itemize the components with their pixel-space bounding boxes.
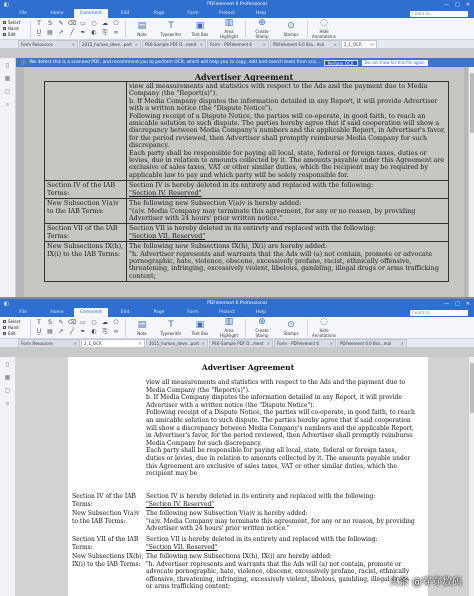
- watermark: 头条 @穿穿数码: [388, 577, 462, 588]
- row-value: Section IV is hereby deleted in its entirety and replaced with the following: "Section IV. Reserved": [146, 493, 376, 508]
- menu-form[interactable]: Form: [187, 310, 199, 315]
- hand-mode[interactable]: Hand: [3, 26, 27, 31]
- oval-icon[interactable]: ○: [91, 319, 97, 326]
- scanned-page: [24, 67, 464, 297]
- row-value: Section VII is hereby deleted in its entirety and replaced with the following: "Section VII. Reserved": [127, 224, 449, 242]
- document-title: Advertiser Agreement: [194, 72, 294, 82]
- do-not-show-button[interactable]: Do not show for this file again: [362, 60, 428, 66]
- left-sidebar: [0, 58, 16, 297]
- app-logo-icon: ◧: [4, 1, 9, 8]
- note-button[interactable]: ▤ Note: [137, 20, 147, 37]
- tab-form-pdfelement[interactable]: Form - PDFelement 6 ✕: [207, 40, 269, 48]
- paragraph: Following receipt of a Dispute Notice, the parties will co-operate, in good faith, to reach an amicable solution to such dispute. The parties hereby agree that if said cooperation will show a discrepancy between Media Company's numbers and the applicable Report, in Advertiser's favor, for the period reviewed, then Advertiser shall promptly reimburse Media Company for such discrepancy.: [129, 111, 446, 150]
- menu-file[interactable]: File: [19, 11, 27, 16]
- stamps-button[interactable]: ⊙ Stamps: [283, 319, 299, 336]
- close-tab-icon[interactable]: ✕: [333, 42, 337, 47]
- close-tab-icon[interactable]: ✕: [71, 42, 75, 47]
- agreement-table: [44, 81, 449, 282]
- row-label: New Subsections IX(h), IX(i) to the IAB Terms:: [72, 553, 144, 568]
- cloud-icon[interactable]: ☁: [102, 319, 108, 326]
- divider: [125, 20, 126, 38]
- create-stamp-button[interactable]: ⊕ Create Stamp: [255, 317, 269, 338]
- tab-ocr[interactable]: 2_1_OCR ✕: [81, 339, 145, 347]
- area-highlight-icon: ▥: [224, 317, 234, 327]
- menu-help[interactable]: Help: [255, 11, 267, 16]
- menu-page[interactable]: Page: [153, 11, 165, 16]
- document-tabs: [0, 339, 474, 348]
- divider: [30, 20, 31, 38]
- eraser-icon[interactable]: ⌫: [67, 20, 77, 27]
- row-label: Section IV of the IAB Terms:: [72, 493, 136, 508]
- bookmark-icon[interactable]: ▯: [5, 62, 10, 69]
- polygon-icon[interactable]: ⬠: [113, 20, 119, 27]
- table-cell: [45, 82, 127, 181]
- hand-mode[interactable]: Hand: [3, 325, 27, 330]
- rectangle-icon[interactable]: ▭: [80, 319, 86, 326]
- tab-sample-pdf[interactable]: PE6-Sample PDF D...ment ✕: [142, 40, 206, 48]
- paragraph: Each party shall be responsible for paying all local, state, federal or foreign taxes, duties or levies, due in relation to amounts collected by it. The amounts payable under this Agreement are exclusive of sales taxes, VAT or other similar duties, which the recipient may be required by applicable law to pay and which party will be solely responsible for.: [129, 148, 445, 179]
- typewriter-button[interactable]: T Typewriter: [160, 20, 182, 37]
- maximize-icon[interactable]: □: [455, 1, 460, 8]
- area-highlight-icon: ▥: [224, 18, 234, 28]
- divider: [307, 20, 308, 38]
- text-tool-icon[interactable]: T: [37, 20, 41, 27]
- area-highlight-button[interactable]: ▥ Area Highlight: [219, 317, 239, 338]
- tab-human-dev-report[interactable]: 2015_human_deve...port ✕: [79, 40, 141, 48]
- close-tab-icon[interactable]: ✕: [201, 341, 205, 346]
- divider: [125, 319, 126, 337]
- maximize-icon[interactable]: □: [455, 300, 460, 307]
- row-value: The following new Subsections IX(h), IX(i) are hereby added: "h. Advertiser represents and warrants that the Ads will (a) not contain, promote or advocate pornographic, hate, violence, obscene, excessively profane, racist, ethnically offensive, threatening, infringing, excessively violent, libelous, gambling, illegal drugs or arms trafficking content;: [146, 553, 410, 591]
- menu-home[interactable]: Home: [50, 310, 64, 315]
- textbox-icon: ▣: [195, 20, 205, 31]
- divider: [30, 319, 31, 337]
- row-label: New Subsection V(a)v to the IAB Terms:: [72, 510, 140, 525]
- search-icon[interactable]: ⌕: [5, 400, 10, 407]
- pencil-icon[interactable]: ✎: [58, 319, 64, 326]
- intro-cell: [127, 82, 449, 181]
- highlight-icon[interactable]: ▤: [47, 29, 53, 36]
- bottom-window: [0, 299, 474, 596]
- bookmark-icon[interactable]: ▯: [5, 361, 10, 368]
- paragraph: b. If Media Company disputes the information detailed in any Report, it will provide Advertiser with a written notice (the "Dispute Notice").: [146, 394, 402, 409]
- color-icon[interactable]: ◐: [91, 328, 97, 335]
- link-icon[interactable]: ∞: [113, 328, 119, 335]
- table-row: [45, 181, 449, 199]
- close-tab-icon[interactable]: ✕: [266, 341, 270, 346]
- close-tab-icon[interactable]: ✕: [400, 341, 404, 346]
- scrollbar[interactable]: [468, 357, 474, 596]
- comment-icon[interactable]: ▢: [4, 88, 11, 95]
- select-mode[interactable]: Select: [3, 319, 27, 324]
- search-input[interactable]: I want to...: [410, 310, 468, 316]
- pencil-icon[interactable]: ✎: [58, 20, 64, 27]
- attach-icon[interactable]: ⎘: [102, 328, 108, 335]
- row-value: Section IV is hereby deleted in its entirety and replaced with the following: "Section IV. Reserved": [127, 181, 449, 199]
- document-canvas: [16, 357, 474, 596]
- table-row: [45, 199, 449, 224]
- row-label: New Subsections IX(h), IX(i) to the IAB Terms:: [45, 242, 127, 282]
- stamps-icon: ⊙: [287, 319, 295, 330]
- attach-icon[interactable]: ⎘: [102, 29, 108, 36]
- title-bar: [0, 299, 474, 308]
- cursor-icon: [3, 21, 6, 24]
- comment-toolbar: [0, 18, 474, 40]
- hide-annotations-button[interactable]: ◌ Hide Annotations: [311, 317, 337, 338]
- paragraph: Each party shall be responsible for paying all local, state, federal or foreign taxes, duties or levies, due in relation to amounts collected by it. The amounts payable under this Agreement are exclusive of sales taxes, VAT or other similar duties, which the recipient may be: [146, 447, 411, 478]
- row-value: The following new Subsection V(a)v is hereby added: "(a)v. Media Company may terminate this agreement, for any or no reason, by providing Advertiser with 24 hours' prior written notice.": [146, 510, 415, 533]
- divider: [245, 319, 246, 337]
- create-stamp-button[interactable]: ⊕ Create Stamp: [255, 18, 269, 39]
- thumbnail-icon[interactable]: ▦: [4, 75, 11, 82]
- ocr-message: We detect this is a scanned PDF, and recommend you to perform OCR, which will help you to copy, edit and search texts from sca...: [29, 60, 320, 65]
- scrollbar-thumb[interactable]: [470, 73, 474, 133]
- title-bar: [0, 0, 474, 9]
- row-label: New Subsection V(a)v to the IAB Terms:: [45, 199, 127, 224]
- strikethrough-icon[interactable]: S: [48, 20, 52, 27]
- menu-comment[interactable]: Comment: [74, 308, 108, 317]
- menu-protect[interactable]: Protect: [219, 11, 235, 16]
- row-value: The following new Subsections IX(h), IX(i) are hereby added: "h. Advertiser represents and warrants that the Ads will (a) not contain, promote or advocate pornographic, hate, violence, obscene, excessively profane, racist, ethnically offensive, threatening, infringing, excessively violent, libelous, gambling, illegal drugs or arms trafficking content;: [127, 242, 449, 282]
- oval-icon[interactable]: ○: [91, 20, 97, 27]
- close-icon[interactable]: ✕: [465, 300, 470, 307]
- search-input[interactable]: I want to...: [410, 11, 468, 17]
- create-stamp-icon: ⊕: [258, 317, 266, 327]
- row-label: Section VII of the IAB Terms:: [72, 536, 139, 551]
- row-label: Section IV of the IAB Terms:: [45, 181, 127, 199]
- annotation-tools: [34, 319, 122, 336]
- document-tabs: [0, 40, 474, 49]
- create-stamp-icon: ⊕: [258, 18, 266, 28]
- table-row: [45, 242, 449, 282]
- window-title: PDFelement 6 Professional: [207, 301, 267, 306]
- comment-toolbar: [0, 317, 474, 339]
- note-icon: ▤: [137, 319, 147, 330]
- close-tab-icon[interactable]: ✕: [138, 341, 142, 346]
- stamps-button[interactable]: ⊙ Stamps: [283, 20, 299, 37]
- area-highlight-button[interactable]: ▥ Area Highlight: [219, 18, 239, 39]
- edit-icon: [3, 33, 6, 36]
- menu-page[interactable]: Page: [153, 310, 165, 315]
- menu-protect[interactable]: Protect: [219, 310, 235, 315]
- cursor-icon: [3, 320, 6, 323]
- close-tab-icon[interactable]: ✕: [73, 341, 77, 346]
- intro-text: [146, 379, 416, 478]
- tab-human-dev-report[interactable]: 2015_human_deve...port ✕: [146, 339, 208, 347]
- eraser-icon[interactable]: ⌫: [67, 319, 77, 326]
- color-icon[interactable]: ◐: [91, 29, 97, 36]
- close-icon[interactable]: ✕: [465, 1, 470, 8]
- tab-pdfelement-brand[interactable]: PDFelement 6.0 Bra...mal ✕: [337, 339, 407, 347]
- tab-sample-pdf[interactable]: PE6-Sample PDF D...ment ✕: [209, 339, 273, 347]
- menu-bar: [0, 9, 474, 18]
- menu-home[interactable]: Home: [50, 11, 64, 16]
- edit-icon: [3, 332, 6, 335]
- cloud-icon[interactable]: ☁: [102, 20, 108, 27]
- tab-pdfelement-brand[interactable]: PDFelement 6.0 Bra...mal ✕: [270, 40, 340, 48]
- table-row: [45, 82, 449, 181]
- line-icon[interactable]: ╱: [70, 328, 74, 335]
- close-tab-icon[interactable]: ✕: [199, 42, 203, 47]
- annotation-tools: [34, 20, 122, 37]
- left-sidebar: [0, 357, 16, 596]
- scrollbar-thumb[interactable]: [470, 363, 474, 413]
- perform-ocr-button[interactable]: Perform OCR: [324, 60, 358, 66]
- document-title: Advertiser Agreement: [201, 363, 295, 372]
- rectangle-icon[interactable]: ▭: [80, 20, 86, 27]
- typewriter-button[interactable]: T Typewriter: [160, 319, 182, 336]
- menu-bar: [0, 308, 474, 317]
- app-logo-icon: ◧: [4, 300, 9, 307]
- strikethrough-icon[interactable]: S: [48, 319, 52, 326]
- hand-icon: [3, 27, 6, 30]
- thumbnail-icon[interactable]: ▦: [4, 374, 11, 381]
- divider: [307, 319, 308, 337]
- pen-icon[interactable]: ✒: [80, 29, 86, 36]
- tab-form-resources[interactable]: Form Resources ✕: [18, 40, 78, 48]
- top-window: [0, 0, 474, 297]
- underline-icon[interactable]: U̲: [36, 29, 42, 36]
- menu-help[interactable]: Help: [255, 310, 267, 315]
- menu-comment[interactable]: Comment: [74, 9, 108, 18]
- close-tab-icon[interactable]: ✕: [329, 341, 333, 346]
- select-mode[interactable]: Select: [3, 20, 27, 25]
- paragraph: view all measurements and statistics with respect to the Ads and the payment due to Media Company (the "Report(s)").: [146, 379, 406, 394]
- underline-icon[interactable]: U̲: [36, 328, 42, 335]
- menu-form[interactable]: Form: [187, 11, 199, 16]
- edit-mode[interactable]: Edit: [3, 331, 27, 336]
- textbox-button[interactable]: ▣ Text Box: [191, 20, 209, 37]
- table-row: [45, 224, 449, 242]
- link-icon[interactable]: ∞: [113, 29, 119, 36]
- divider: [245, 20, 246, 38]
- hand-icon: [3, 326, 6, 329]
- menu-edit[interactable]: Edit: [120, 11, 130, 16]
- highlight-icon[interactable]: ▤: [47, 328, 53, 335]
- tab-ocr[interactable]: 2_1_OCR ✕: [341, 40, 377, 48]
- arrow-icon[interactable]: ↗: [58, 328, 64, 335]
- search-icon[interactable]: ⌕: [5, 101, 10, 108]
- row-label: Section VII of the IAB Terms:: [45, 224, 127, 242]
- row-value: The following new Subsection V(a)v is hereby added: "(a)v. Media Company may terminate this agreement, for any or no reason, by providing Advertiser with 24 hours' prior written notice.": [127, 199, 449, 224]
- tab-form-pdfelement[interactable]: Form - PDFelement 6 ✕: [274, 339, 336, 347]
- scrollbar[interactable]: [468, 67, 474, 297]
- note-icon: ▤: [137, 20, 147, 31]
- hide-annotations-icon: ◌: [320, 317, 328, 327]
- row-value: Section VII is hereby deleted in its entirety and replaced with the following: "Section VII. Reserved": [146, 536, 378, 551]
- hide-annotations-icon: ◌: [320, 18, 328, 28]
- note-button[interactable]: ▤ Note: [137, 319, 147, 336]
- textbox-icon: ▣: [195, 319, 205, 330]
- tab-form-resources[interactable]: Form Resources ✕: [18, 339, 80, 347]
- typewriter-icon: T: [168, 319, 174, 330]
- ocr-notification-bar: [16, 58, 474, 67]
- paragraph: view all measurements and statistics with respect to the Ads and the payment due to Media Company (the "Report(s)").: [129, 82, 428, 98]
- close-tab-icon[interactable]: ✕: [134, 42, 138, 47]
- ocr-page: [68, 357, 428, 596]
- paragraph: b. If Media Company disputes the information detailed in any Report, it will provide Advertiser with a written notice (the "Dispute Notice").: [129, 96, 438, 113]
- info-icon: ⓘ: [21, 60, 26, 66]
- close-tab-icon[interactable]: ✕: [370, 42, 374, 47]
- textbox-button[interactable]: ▣ Text Box: [191, 319, 209, 336]
- typewriter-icon: T: [168, 20, 174, 31]
- text-tool-icon[interactable]: T: [37, 319, 41, 326]
- menu-file[interactable]: File: [19, 310, 27, 315]
- pen-icon[interactable]: ✒: [80, 328, 86, 335]
- comment-icon[interactable]: ▢: [4, 387, 11, 394]
- line-icon[interactable]: ╱: [70, 29, 74, 36]
- polygon-icon[interactable]: ⬠: [113, 319, 119, 326]
- paragraph: Following receipt of a Dispute Notice, the parties will co-operate, in good faith, to reach an amicable solution to such dispute. The parties hereby agree that if said cooperation will show a discrepancy between Media Company's numbers and the applicable Report, in Advertiser's favor, for the period reviewed, then Advertiser shall promptly reimburse Media Company for such discrepancy.: [146, 409, 415, 447]
- close-tab-icon[interactable]: ✕: [262, 42, 266, 47]
- stamps-icon: ⊙: [287, 20, 295, 31]
- edit-mode[interactable]: Edit: [3, 32, 27, 37]
- document-canvas: [16, 67, 474, 297]
- window-title: PDFelement 6 Professional: [207, 2, 267, 7]
- minimize-icon[interactable]: —: [444, 300, 450, 307]
- hide-annotations-button[interactable]: ◌ Hide Annotations: [311, 18, 337, 39]
- menu-edit[interactable]: Edit: [120, 310, 130, 315]
- arrow-icon[interactable]: ↗: [58, 29, 64, 36]
- minimize-icon[interactable]: —: [444, 1, 450, 8]
